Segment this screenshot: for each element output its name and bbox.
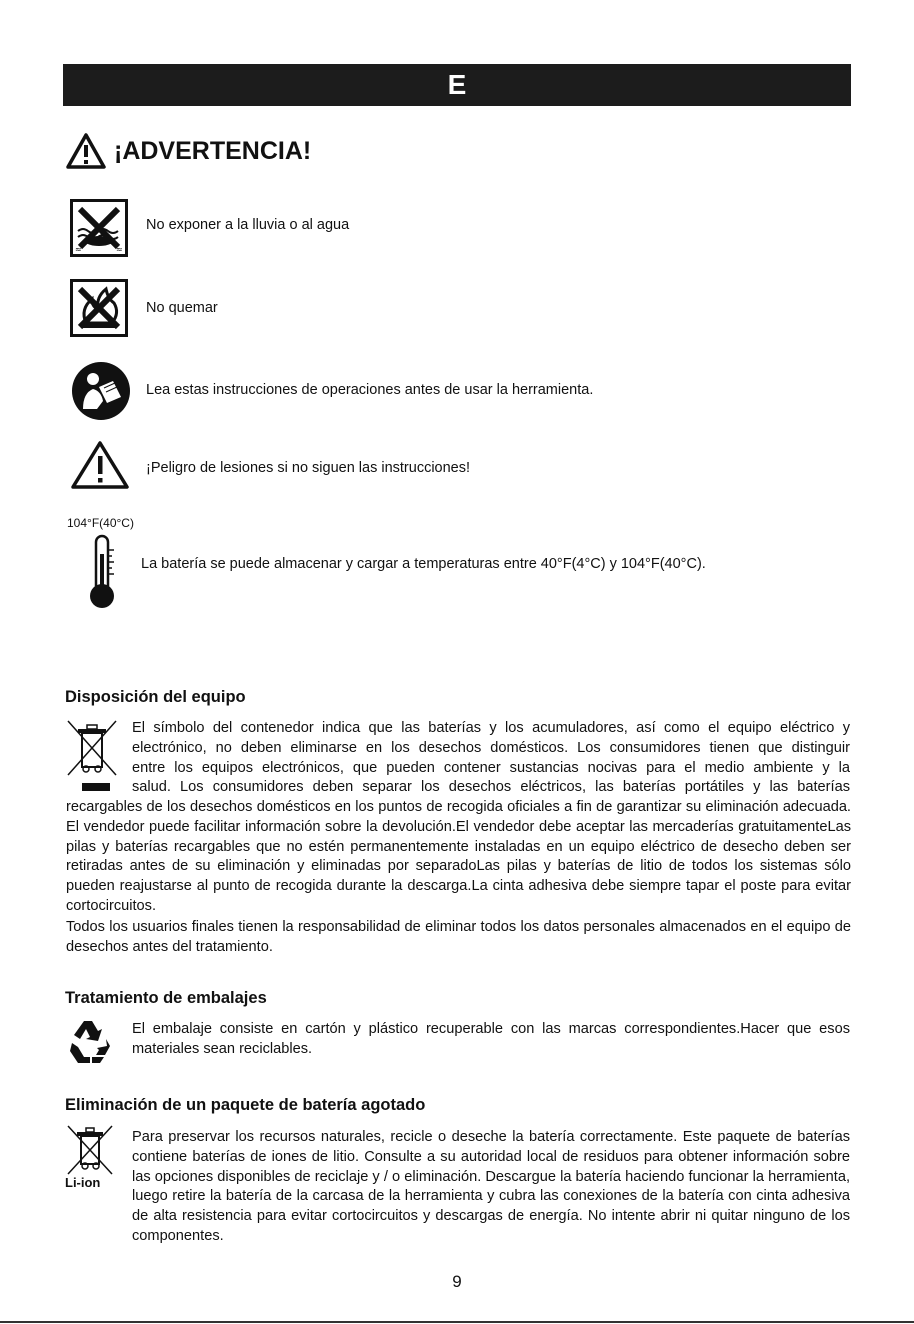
thermometer-icon: [88, 534, 118, 610]
battery-heading: Eliminación de un paquete de batería agotado: [65, 1096, 426, 1114]
warning-triangle-icon: [70, 440, 130, 490]
disposal-line: entre los equipos electrónicos, que pueden contener sustancias nocivas para el medio ambiente y la: [132, 759, 850, 776]
warning-item-text: La batería se puede almacenar y cargar a temperaturas entre 40°F(4°C) y 104°F(40°C).: [141, 556, 706, 572]
section-header-bar: [63, 64, 851, 106]
disposal-line: electrónico, no deben eliminarse en los desechos domésticos. Los consumidores tienen que distinguir: [132, 739, 850, 756]
li-ion-label: Li-ion: [65, 1175, 101, 1190]
disposal-heading: Disposición del equipo: [65, 688, 246, 706]
crossed-bin-icon: [64, 1124, 116, 1176]
disposal-body-2: Todos los usuarios finales tienen la responsabilidad de eliminar todos los datos personales almacenados en el equipo de desechos antes del tratamiento.: [66, 919, 851, 955]
disposal-body: recargables de los desechos domésticos en los puntos de recogida oficiales a fin de garantizar su eliminación adecuada. El vendedor puede facilitar información sobre la devolución.El vendedor debe aceptar las mercaderías gratuitamenteLas pilas y baterías recargables que no estén permanentemente instaladas en un equipo eléctrico de desecho deben ser retiradas antes de su eliminación y eliminadas por separadoLas pilas y baterías de litio de todos los sistemas sólo pueden reajustarse al punto de recogida durante la descarga.La cinta adhesiva debe siempre tapar el poste para evitar cortocircuitos.: [66, 799, 851, 914]
bottom-rule: [0, 1321, 914, 1323]
packaging-text: El embalaje consiste en cartón y plástico recuperable con las marcas correspondientes.Hacer que esos materiales sean reciclables.: [132, 1021, 850, 1057]
warning-item-text: ¡Peligro de lesiones si no siguen las instrucciones!: [146, 460, 471, 476]
warning-heading: [66, 133, 311, 169]
warning-title: ¡ADVERTENCIA!: [114, 136, 312, 165]
svg-text:≈: ≈: [116, 245, 123, 254]
crossed-bin-icon: [64, 719, 120, 795]
disposal-line: salud. Los consumidores deben separar los desechos eléctricos, las baterías portátiles y las baterías: [132, 779, 850, 796]
svg-text:≈: ≈: [75, 245, 82, 254]
warning-triangle-icon: [66, 133, 106, 169]
battery-text: Para preservar los recursos naturales, recicle o deseche la batería correctamente. Este paquete de baterías contiene baterías de iones de litio. Consulte a su autoridad local de residuos para obtener información sobre las opciones disponibles de reciclaje y / o eliminación. Descargue la batería haciendo funcionar la herramienta, luego retire la batería de la carcasa de la herramienta y cubra las conexiones de la batería con cinta adhesiva de alta resistencia para evitar cortocircuitos y descargas de energía. No intente abrir ni quitar ninguno de los componentes.: [132, 1129, 850, 1244]
no-fire-icon: [70, 279, 128, 337]
read-manual-icon: [71, 361, 131, 421]
no-water-icon: [70, 199, 128, 257]
warning-item-text: Lea estas instrucciones de operaciones antes de usar la herramienta.: [146, 382, 594, 398]
section-letter: E: [447, 69, 467, 100]
disposal-intro: [132, 719, 850, 798]
temperature-label: 104°F(40°C): [67, 516, 134, 530]
page-number: 9: [452, 1272, 462, 1291]
disposal-line: El símbolo del contenedor indica que las baterías y los acumuladores, así como el equipo eléctrico y: [132, 720, 850, 736]
packaging-heading: Tratamiento de embalajes: [65, 989, 267, 1007]
recycle-icon: [66, 1017, 114, 1065]
warning-item-text: No exponer a la lluvia o al agua: [146, 217, 350, 233]
warning-item-text: No quemar: [146, 300, 218, 316]
